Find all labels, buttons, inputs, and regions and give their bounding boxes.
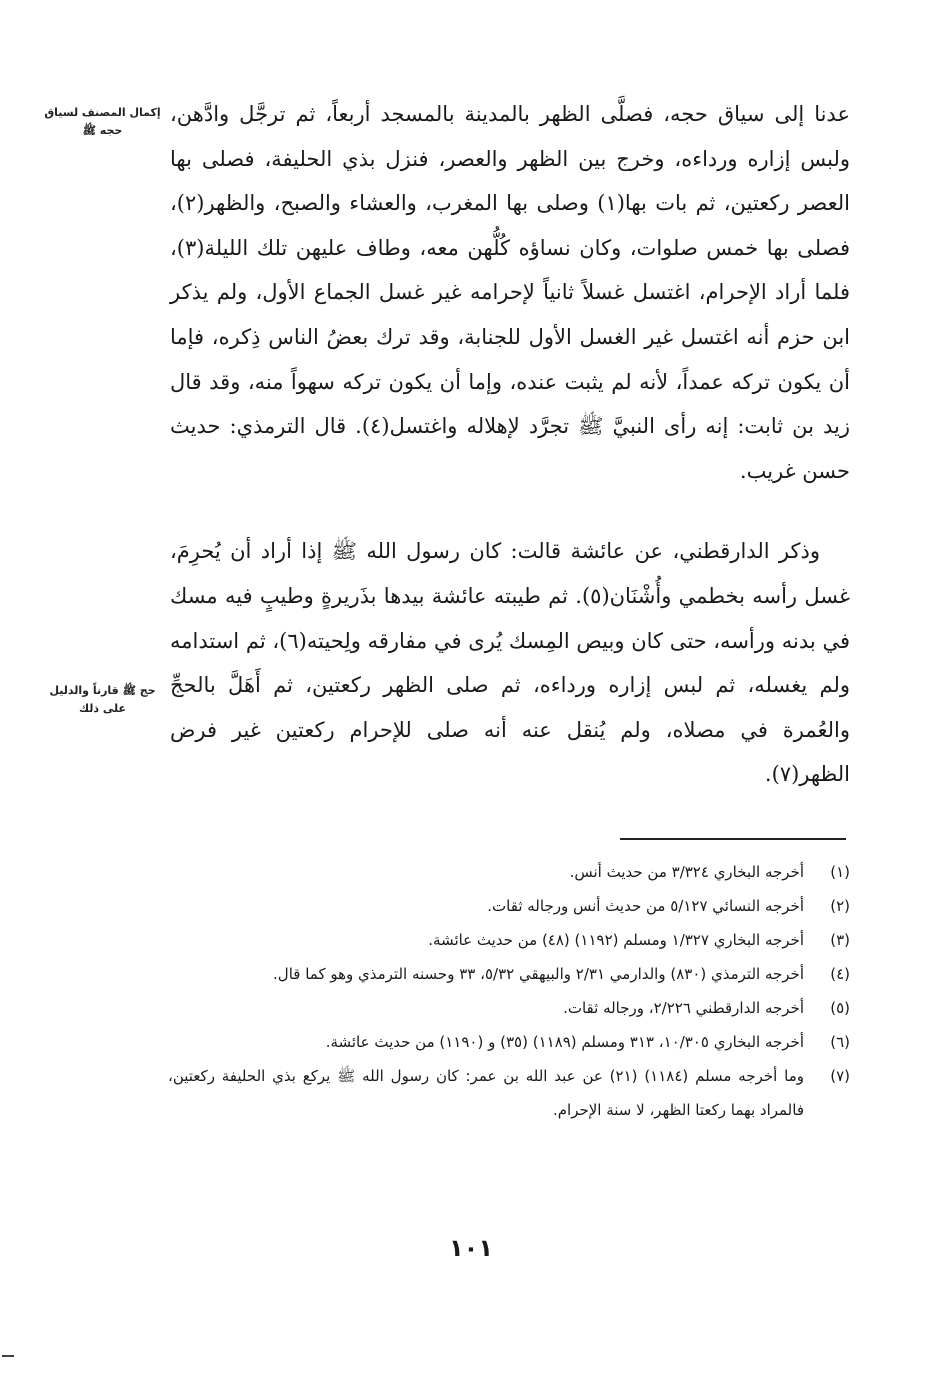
footnote-number: (٢) xyxy=(830,897,850,915)
footnote-number: (٧) xyxy=(830,1067,850,1085)
footnote-number: (٤) xyxy=(830,965,850,983)
margin-note-qiran: حج ﷺ قارناً والدليل على ذلك xyxy=(49,684,156,715)
footnote-text: وما أخرجه مسلم (١١٨٤) (٢١) عن عبد الله بن عمر: كان رسول الله ﷺ يركع بذي الحليفة ركعتين، فالمراد بهما ركعتا الظهر، لا سنة الإحرام. xyxy=(168,1067,804,1119)
footnote-item xyxy=(168,889,850,923)
footnote-text: أخرجه الترمذي (٨٣٠) والدارمي ٢/٣١ والبيهقي ٥/٣٢، ٣٣ وحسنه الترمذي وهو كما قال. xyxy=(273,965,804,983)
footnote-item xyxy=(168,957,850,991)
footnote-text: أخرجه النسائي ٥/١٢٧ من حديث أنس ورجاله ثقات. xyxy=(487,897,804,915)
footnote-text: أخرجه الدارقطني ٢/٢٢٦، ورجاله ثقات. xyxy=(563,999,804,1017)
page-number: ١٠١ xyxy=(449,1234,493,1262)
main-text xyxy=(170,92,850,797)
footnote-item xyxy=(168,855,850,889)
footnote-number: (٥) xyxy=(830,999,850,1017)
footnote-number: (٣) xyxy=(830,931,850,949)
footnote-number: (٦) xyxy=(830,1033,850,1051)
footnote-text: أخرجه البخاري ٣/٣٢٤ من حديث أنس. xyxy=(569,863,804,881)
scan-mark xyxy=(2,1355,14,1357)
footnote-text: أخرجه البخاري ١٠/٣٠٥، ٣١٣ ومسلم (١١٨٩) (٣٥) و (١١٩٠) من حديث عائشة. xyxy=(325,1033,804,1051)
footnotes xyxy=(168,855,850,1127)
footnote-item xyxy=(168,991,850,1025)
footnote-separator xyxy=(620,838,846,840)
margin-note-completion: إكمال المصنف لسياق حجه ﷺ xyxy=(44,106,161,137)
footnote-item xyxy=(168,1059,850,1127)
paragraph: عدنا إلى سياق حجه، فصلَّى الظهر بالمدينة بالمسجد أربعاً، ثم ترجَّل وادَّهن، ولبس إزاره ورداءه، وخرج بين الظهر والعصر، فنزل بذي الحليفة، فصلى بها العصر ركعتين، ثم بات بها(١) وصلى بها المغرب، والعشاء والصبح، والظهر(٢)، فصلى بها خمس صلوات، وكان نساؤه كُلُّهن معه، وطاف عليهن تلك الليلة(٣)، فلما أراد الإحرام، اغتسل غسلاً ثانياً لإحرامه غير غسل الجماع الأول، ولم يذكر ابن حزم أنه اغتسل غير الغسل الأول للجنابة، وقد ترك بعضُ الناس ذِكره، فإما أن يكون تركه عمداً، لأنه لم يثبت عنده، وإما أن يكون تركه سهواً منه، وقد قال زيد بن ثابت: إنه رأى النبيَّ ﷺ تجرَّد لإهلاله واغتسل(٤). قال الترمذي: حديث حسن غريب. xyxy=(170,102,850,483)
footnote-item xyxy=(168,1025,850,1059)
footnote-text: أخرجه البخاري ١/٣٢٧ ومسلم (١١٩٢) (٤٨) من حديث عائشة. xyxy=(428,931,804,949)
footnote-number: (١) xyxy=(830,863,850,881)
footnote-item xyxy=(168,923,850,957)
paragraph: وذكر الدارقطني، عن عائشة قالت: كان رسول الله ﷺ إذا أراد أن يُحرِمَ، غسل رأسه بخطمي وأُشْنَان(٥). ثم طيبته عائشة بيدها بذَريرةٍ وطيبٍ فيه مسك في بدنه ورأسه، حتى كان وبيص المِسك يُرى في مفارقه ولِحيته(٦)، ثم استدامه ولم يغسله، ثم لبس إزاره ورداءه، ثم صلى الظهر ركعتين، ثم أَهَلَّ بالحجِّ والعُمرة في مصلاه، ولم يُنقل عنه أنه صلى للإحرام ركعتين غير فرض الظهر(٧). xyxy=(170,539,851,787)
